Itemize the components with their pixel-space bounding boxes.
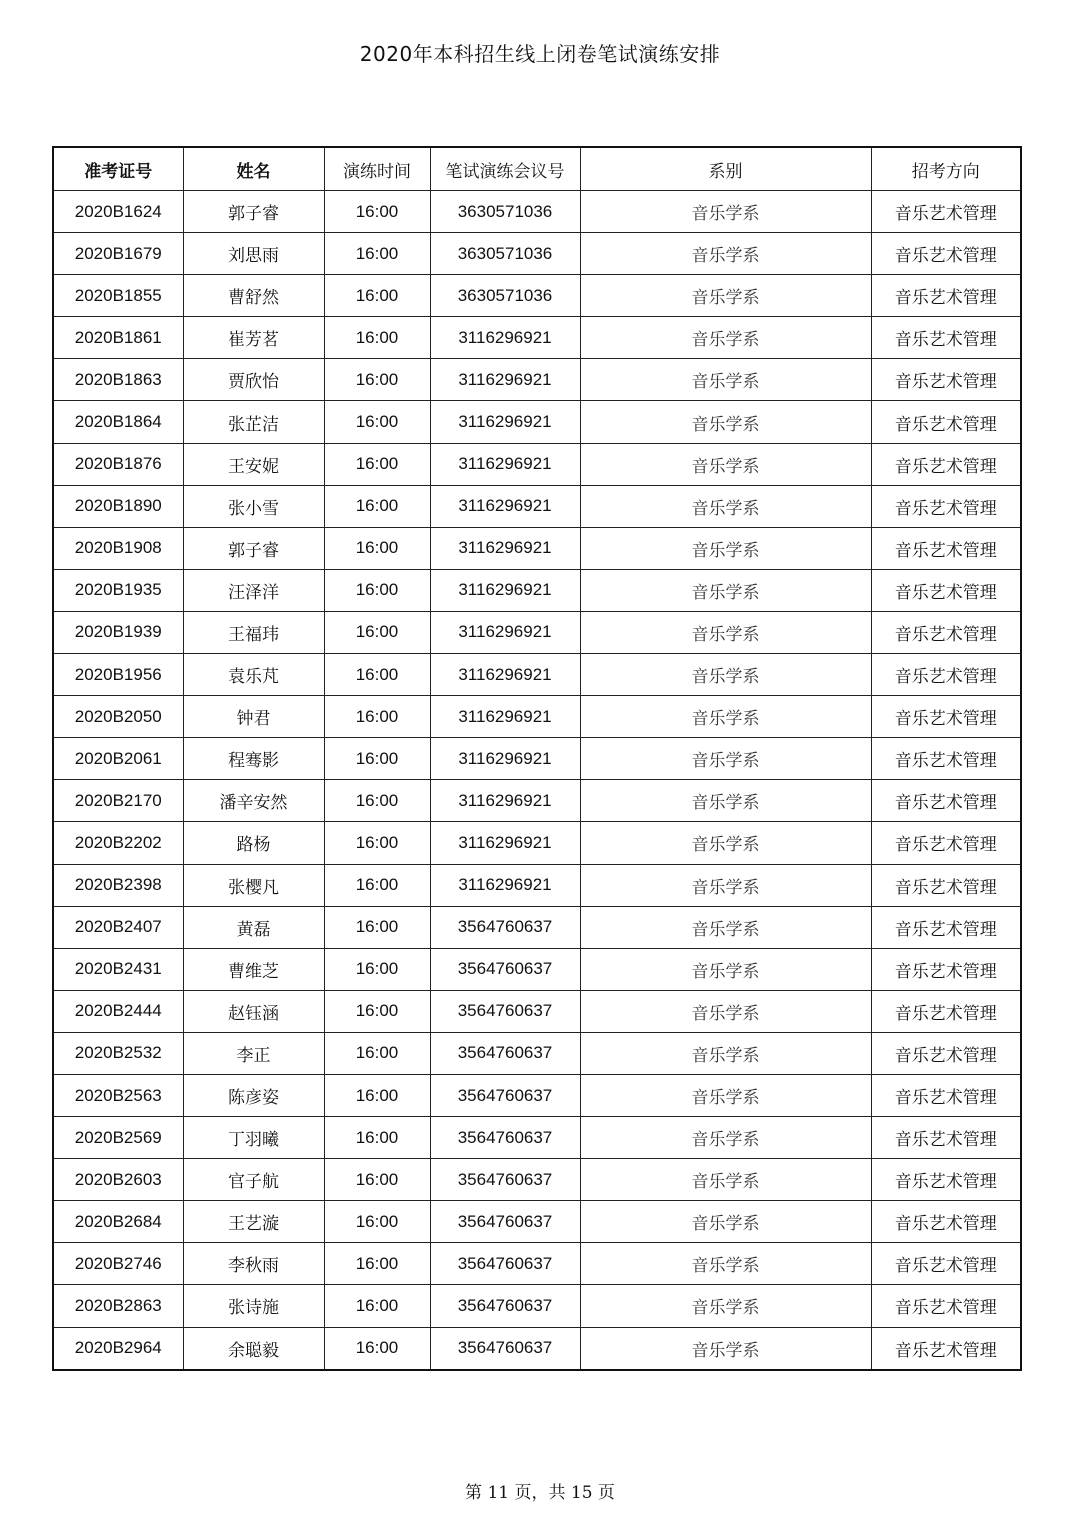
cell-name: 张小雪 [183,485,324,527]
table-header-row [53,147,1021,191]
cell-major-direction: 音乐艺术管理 [871,780,1021,822]
cell-department: 音乐学系 [580,696,871,738]
cell-drill-time: 16:00 [324,1327,430,1370]
cell-name: 王安妮 [183,443,324,485]
cell-drill-time: 16:00 [324,569,430,611]
cell-major-direction: 音乐艺术管理 [871,485,1021,527]
cell-exam-id: 2020B1939 [53,611,183,653]
cell-department: 音乐学系 [580,275,871,317]
table-row [53,569,1021,611]
header-drill-time: 演练时间 [324,147,430,191]
cell-drill-time: 16:00 [324,1201,430,1243]
cell-drill-time: 16:00 [324,738,430,780]
cell-major-direction: 音乐艺术管理 [871,443,1021,485]
cell-department: 音乐学系 [580,1159,871,1201]
cell-drill-time: 16:00 [324,191,430,233]
cell-drill-time: 16:00 [324,317,430,359]
cell-exam-id: 2020B2863 [53,1285,183,1327]
cell-major-direction: 音乐艺术管理 [871,1117,1021,1159]
cell-name: 李正 [183,1032,324,1074]
cell-meeting-id: 3564760637 [430,948,580,990]
table-row [53,1285,1021,1327]
table-row [53,1243,1021,1285]
cell-exam-id: 2020B2684 [53,1201,183,1243]
table-row [53,275,1021,317]
cell-name: 钟君 [183,696,324,738]
cell-exam-id: 2020B2532 [53,1032,183,1074]
cell-name: 官子航 [183,1159,324,1201]
cell-major-direction: 音乐艺术管理 [871,359,1021,401]
cell-meeting-id: 3564760637 [430,1243,580,1285]
cell-department: 音乐学系 [580,191,871,233]
cell-meeting-id: 3564760637 [430,1032,580,1074]
header-meeting-id: 笔试演练会议号 [430,147,580,191]
cell-department: 音乐学系 [580,359,871,401]
cell-name: 刘思雨 [183,233,324,275]
cell-name: 陈彦姿 [183,1074,324,1116]
cell-drill-time: 16:00 [324,1285,430,1327]
table-row [53,611,1021,653]
cell-drill-time: 16:00 [324,1074,430,1116]
cell-name: 郭子睿 [183,527,324,569]
cell-major-direction: 音乐艺术管理 [871,1074,1021,1116]
cell-exam-id: 2020B2444 [53,990,183,1032]
cell-meeting-id: 3564760637 [430,1117,580,1159]
cell-department: 音乐学系 [580,822,871,864]
table-row [53,1117,1021,1159]
cell-department: 音乐学系 [580,990,871,1032]
cell-exam-id: 2020B2170 [53,780,183,822]
cell-drill-time: 16:00 [324,990,430,1032]
cell-major-direction: 音乐艺术管理 [871,233,1021,275]
cell-major-direction: 音乐艺术管理 [871,1201,1021,1243]
cell-meeting-id: 3564760637 [430,1201,580,1243]
cell-department: 音乐学系 [580,864,871,906]
cell-exam-id: 2020B1956 [53,654,183,696]
table-row [53,780,1021,822]
cell-drill-time: 16:00 [324,611,430,653]
cell-drill-time: 16:00 [324,780,430,822]
header-department: 系别 [580,147,871,191]
cell-drill-time: 16:00 [324,527,430,569]
cell-meeting-id: 3630571036 [430,191,580,233]
cell-meeting-id: 3116296921 [430,738,580,780]
cell-meeting-id: 3116296921 [430,443,580,485]
cell-department: 音乐学系 [580,948,871,990]
cell-meeting-id: 3116296921 [430,527,580,569]
cell-major-direction: 音乐艺术管理 [871,1327,1021,1370]
cell-exam-id: 2020B2050 [53,696,183,738]
cell-department: 音乐学系 [580,1243,871,1285]
cell-name: 张诗施 [183,1285,324,1327]
cell-meeting-id: 3564760637 [430,1285,580,1327]
cell-exam-id: 2020B1935 [53,569,183,611]
exam-schedule-table [52,146,1022,1371]
table-row [53,822,1021,864]
table-row [53,401,1021,443]
cell-major-direction: 音乐艺术管理 [871,990,1021,1032]
cell-major-direction: 音乐艺术管理 [871,1159,1021,1201]
cell-department: 音乐学系 [580,401,871,443]
table-row [53,738,1021,780]
cell-drill-time: 16:00 [324,1159,430,1201]
cell-department: 音乐学系 [580,1201,871,1243]
cell-department: 音乐学系 [580,443,871,485]
cell-name: 汪泽洋 [183,569,324,611]
cell-meeting-id: 3116296921 [430,696,580,738]
cell-name: 张芷洁 [183,401,324,443]
cell-name: 崔芳茗 [183,317,324,359]
cell-drill-time: 16:00 [324,275,430,317]
cell-meeting-id: 3564760637 [430,990,580,1032]
cell-major-direction: 音乐艺术管理 [871,611,1021,653]
cell-major-direction: 音乐艺术管理 [871,1243,1021,1285]
table-row [53,317,1021,359]
cell-department: 音乐学系 [580,569,871,611]
cell-drill-time: 16:00 [324,696,430,738]
cell-name: 潘辛安然 [183,780,324,822]
cell-exam-id: 2020B2061 [53,738,183,780]
cell-major-direction: 音乐艺术管理 [871,738,1021,780]
cell-name: 路杨 [183,822,324,864]
table-row [53,990,1021,1032]
cell-department: 音乐学系 [580,233,871,275]
cell-exam-id: 2020B2569 [53,1117,183,1159]
table-row [53,948,1021,990]
table-body [53,191,1021,1370]
table-row [53,1327,1021,1370]
cell-department: 音乐学系 [580,1032,871,1074]
cell-drill-time: 16:00 [324,1243,430,1285]
cell-major-direction: 音乐艺术管理 [871,1285,1021,1327]
cell-major-direction: 音乐艺术管理 [871,1032,1021,1074]
cell-exam-id: 2020B1855 [53,275,183,317]
cell-name: 张樱凡 [183,864,324,906]
cell-name: 曹舒然 [183,275,324,317]
cell-name: 王福玮 [183,611,324,653]
cell-major-direction: 音乐艺术管理 [871,822,1021,864]
cell-major-direction: 音乐艺术管理 [871,948,1021,990]
cell-name: 贾欣怡 [183,359,324,401]
header-name: 姓名 [183,147,324,191]
cell-major-direction: 音乐艺术管理 [871,317,1021,359]
table-row [53,654,1021,696]
table-row [53,485,1021,527]
cell-meeting-id: 3116296921 [430,359,580,401]
table-row [53,1159,1021,1201]
table-row [53,696,1021,738]
cell-meeting-id: 3630571036 [430,233,580,275]
cell-meeting-id: 3116296921 [430,654,580,696]
cell-drill-time: 16:00 [324,822,430,864]
cell-exam-id: 2020B2407 [53,906,183,948]
header-exam-id: 准考证号 [53,147,183,191]
cell-drill-time: 16:00 [324,864,430,906]
table-row [53,191,1021,233]
cell-exam-id: 2020B1624 [53,191,183,233]
cell-exam-id: 2020B1908 [53,527,183,569]
cell-exam-id: 2020B1876 [53,443,183,485]
cell-major-direction: 音乐艺术管理 [871,527,1021,569]
cell-exam-id: 2020B1679 [53,233,183,275]
cell-department: 音乐学系 [580,1074,871,1116]
cell-major-direction: 音乐艺术管理 [871,696,1021,738]
cell-major-direction: 音乐艺术管理 [871,191,1021,233]
cell-department: 音乐学系 [580,654,871,696]
cell-department: 音乐学系 [580,527,871,569]
cell-department: 音乐学系 [580,780,871,822]
cell-exam-id: 2020B1863 [53,359,183,401]
cell-department: 音乐学系 [580,906,871,948]
table-row [53,443,1021,485]
cell-name: 袁乐芃 [183,654,324,696]
cell-major-direction: 音乐艺术管理 [871,906,1021,948]
cell-department: 音乐学系 [580,738,871,780]
cell-department: 音乐学系 [580,485,871,527]
cell-meeting-id: 3116296921 [430,485,580,527]
cell-department: 音乐学系 [580,1285,871,1327]
cell-department: 音乐学系 [580,317,871,359]
cell-meeting-id: 3116296921 [430,317,580,359]
cell-name: 程骞影 [183,738,324,780]
cell-exam-id: 2020B1890 [53,485,183,527]
cell-name: 赵钰涵 [183,990,324,1032]
cell-major-direction: 音乐艺术管理 [871,401,1021,443]
cell-meeting-id: 3116296921 [430,611,580,653]
cell-exam-id: 2020B2964 [53,1327,183,1370]
cell-name: 郭子睿 [183,191,324,233]
cell-drill-time: 16:00 [324,485,430,527]
cell-major-direction: 音乐艺术管理 [871,275,1021,317]
cell-meeting-id: 3630571036 [430,275,580,317]
cell-name: 李秋雨 [183,1243,324,1285]
cell-meeting-id: 3116296921 [430,822,580,864]
table-row [53,359,1021,401]
cell-drill-time: 16:00 [324,359,430,401]
cell-exam-id: 2020B2746 [53,1243,183,1285]
cell-major-direction: 音乐艺术管理 [871,654,1021,696]
cell-drill-time: 16:00 [324,443,430,485]
cell-name: 余聪毅 [183,1327,324,1370]
table-row [53,233,1021,275]
cell-exam-id: 2020B1864 [53,401,183,443]
cell-major-direction: 音乐艺术管理 [871,569,1021,611]
cell-exam-id: 2020B2431 [53,948,183,990]
cell-name: 王艺漩 [183,1201,324,1243]
cell-department: 音乐学系 [580,611,871,653]
cell-exam-id: 2020B2398 [53,864,183,906]
cell-drill-time: 16:00 [324,1032,430,1074]
cell-exam-id: 2020B2603 [53,1159,183,1201]
cell-meeting-id: 3116296921 [430,569,580,611]
cell-department: 音乐学系 [580,1327,871,1370]
cell-meeting-id: 3116296921 [430,864,580,906]
table-row [53,906,1021,948]
cell-meeting-id: 3116296921 [430,780,580,822]
cell-meeting-id: 3564760637 [430,1327,580,1370]
table-row [53,527,1021,569]
cell-exam-id: 2020B1861 [53,317,183,359]
cell-meeting-id: 3116296921 [430,401,580,443]
cell-drill-time: 16:00 [324,906,430,948]
cell-drill-time: 16:00 [324,233,430,275]
cell-name: 黄磊 [183,906,324,948]
table-row [53,864,1021,906]
table-row [53,1074,1021,1116]
table-row [53,1032,1021,1074]
cell-meeting-id: 3564760637 [430,1159,580,1201]
cell-meeting-id: 3564760637 [430,906,580,948]
cell-drill-time: 16:00 [324,1117,430,1159]
document-title: 2020年本科招生线上闭卷笔试演练安排 [359,42,721,66]
cell-name: 丁羽曦 [183,1117,324,1159]
cell-meeting-id: 3564760637 [430,1074,580,1116]
cell-drill-time: 16:00 [324,401,430,443]
cell-department: 音乐学系 [580,1117,871,1159]
page-footer: 第 11 页，共 15 页 [465,1483,615,1503]
cell-exam-id: 2020B2563 [53,1074,183,1116]
table-row [53,1201,1021,1243]
header-major-direction: 招考方向 [871,147,1021,191]
cell-name: 曹维芝 [183,948,324,990]
cell-major-direction: 音乐艺术管理 [871,864,1021,906]
cell-drill-time: 16:00 [324,654,430,696]
cell-exam-id: 2020B2202 [53,822,183,864]
cell-drill-time: 16:00 [324,948,430,990]
